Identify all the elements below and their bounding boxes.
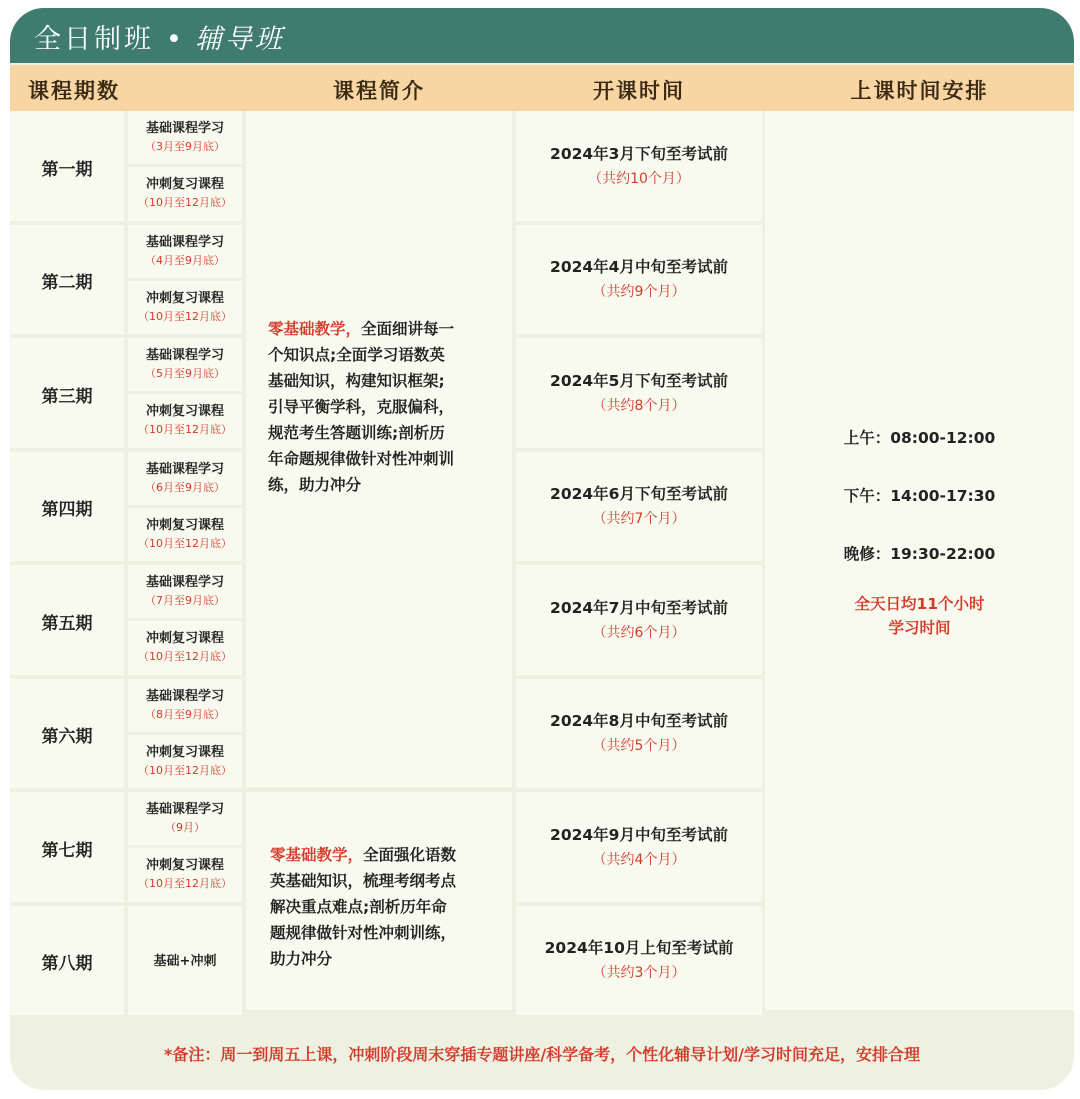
basic-course [128,344,242,381]
intro-2-line: 助力冲分 [270,950,333,968]
start-date: 2024年7月中旬至考试前 [550,598,728,617]
sprint-course-range: （10月至12月底） [138,536,232,550]
sprint-course [128,854,242,891]
intro-2-line: 题规律做针对性冲刺训练， [270,924,457,942]
schedule-morning: 上午：08:00-12:00 [843,429,996,447]
basic-course-range: （3月至9月底） [145,140,225,153]
schedule-summary-1: 全天日均11个小时 [854,595,985,613]
period-label: 第四期 [41,500,93,521]
start-date: 2024年8月中旬至考试前 [550,712,728,731]
sprint-course [128,741,242,778]
header-period: 课程期数 [28,79,120,103]
basic-course-label: 基础课程学习 [145,461,224,477]
intro-2-highlight: 零基础教学， [270,846,364,864]
start-time [516,709,762,755]
title-sub: 辅导班 [194,24,285,55]
basic-course [128,231,242,268]
intro-2-line: 解决重点难点;剖析历年命 [270,898,447,916]
intro-1-highlight: 零基础教学， [268,320,362,338]
sprint-course-range: （10月至12月底） [138,309,232,323]
start-time [516,823,762,869]
intro-1-line: 练，助力冲分 [268,476,362,494]
basic-course [128,458,242,495]
sprint-course-label: 冲刺复习课程 [145,177,224,193]
page-title [34,17,285,56]
schedule-summary [765,592,1074,640]
basic-course-label: 基础课程学习 [145,234,224,250]
start-duration: （共约9个月） [592,284,686,301]
sprint-course [128,514,242,551]
period-label: 第八期 [41,954,93,975]
basic-course-range: （4月至9月底） [145,253,225,267]
sprint-course-label: 冲刺复习课程 [145,631,224,647]
sprint-course-range: （10月至12月底） [138,423,232,437]
sprint-course-range: （10月至12月底） [138,877,232,891]
basic-course-label: 基础课程学习 [145,348,224,363]
intro-text-2 [270,842,506,972]
sprint-course-range: （10月至12月底） [138,763,232,777]
period-label: 第三期 [41,386,93,407]
period-label: 第一期 [41,159,93,180]
start-date: 2024年5月下旬至考试前 [550,371,728,390]
basic-course-label: 基础课程学习 [145,802,224,817]
sprint-course [128,400,242,437]
start-duration: （共约8个月） [592,397,686,414]
start-time [516,482,762,528]
table-header [10,65,1074,111]
timetable-card [10,8,1074,1090]
intro-1-line: 年命题规律做针对性冲刺训 [268,450,455,468]
start-date: 2024年6月下旬至考试前 [550,485,728,504]
schedule-afternoon: 下午：14:00-17:30 [843,487,996,505]
start-date: 2024年3月下旬至考试前 [550,144,728,163]
basic-course-label: 基础课程学习 [145,121,224,136]
start-time [516,369,762,415]
start-duration: （共约4个月） [592,851,686,868]
sprint-course-label: 冲刺复习课程 [145,290,224,306]
header-intro: 课程简介 [333,79,425,103]
basic-course-range: （6月至9月底） [145,480,225,494]
sprint-course-range: （10月至12月底） [138,196,232,210]
intro-2-line: 英基础知识，梳理考纲考点 [270,872,457,890]
period-label: 第五期 [41,613,93,634]
basic-course-range: （7月至9月底） [145,594,225,607]
start-duration: （共约6个月） [592,624,686,641]
schedule-evening: 晚修：19:30-22:00 [843,545,996,563]
title-bar [10,8,1074,63]
sprint-course-label: 冲刺复习课程 [145,744,224,760]
intro-text-1 [268,316,504,498]
period-label: 第六期 [41,727,93,748]
intro-1-line: 全面细讲每一 [361,320,455,338]
start-date: 2024年4月中旬至考试前 [550,258,728,277]
combined-course [128,950,242,969]
intro-1-line: 个知识点;全面学习语数英 [268,346,445,364]
sprint-course [128,627,242,664]
sprint-course-label: 冲刺复习课程 [145,517,224,533]
intro-2-line: 全面强化语数 [363,846,457,864]
basic-course [128,571,242,608]
sprint-course-label: 冲刺复习课程 [145,858,224,874]
footer-note: *备注：周一到周五上课，冲刺阶段周末穿插专题讲座/科学备考，个性化辅导计划/学习时间充足，安排合理 [163,1045,921,1064]
start-duration: （共约3个月） [592,965,686,982]
intro-1-line: 规范考生答题训练;剖析历 [268,424,445,442]
intro-1-line: 基础知识，构建知识框架; [268,372,445,390]
intro-1-line: 引导平衡学科，克服偏科， [268,398,455,416]
sprint-course [128,287,242,324]
start-time [516,936,762,982]
start-time [516,255,762,301]
sprint-course-range: （10月至12月底） [138,650,232,664]
start-time [516,596,762,642]
title-dot: • [166,24,185,55]
basic-course-range: （8月至9月底） [145,707,225,721]
basic-course-range: （5月至9月底） [145,367,225,380]
sprint-course-label: 冲刺复习课程 [145,404,224,420]
start-duration: （共约5个月） [592,738,686,755]
start-duration: （共约7个月） [592,511,686,528]
basic-course [128,117,242,154]
period-label: 第二期 [41,273,93,294]
start-duration: （共约10个月） [588,170,690,187]
start-date: 2024年10月上旬至考试前 [544,939,734,958]
basic-course [128,798,242,835]
basic-course-label: 基础课程学习 [145,575,224,590]
header-start: 开课时间 [593,79,685,103]
title-main: 全日制班 [34,24,154,55]
basic-course-range: （9月） [165,821,205,834]
basic-course [128,685,242,722]
combined-label: 基础+冲刺 [153,954,217,970]
period-label: 第七期 [41,840,93,861]
basic-course-label: 基础课程学习 [145,688,224,704]
start-time [516,142,762,188]
start-date: 2024年9月中旬至考试前 [550,825,728,844]
header-schedule: 上课时间安排 [850,79,989,103]
sprint-course [128,173,242,210]
schedule-summary-2: 学习时间 [888,619,951,637]
